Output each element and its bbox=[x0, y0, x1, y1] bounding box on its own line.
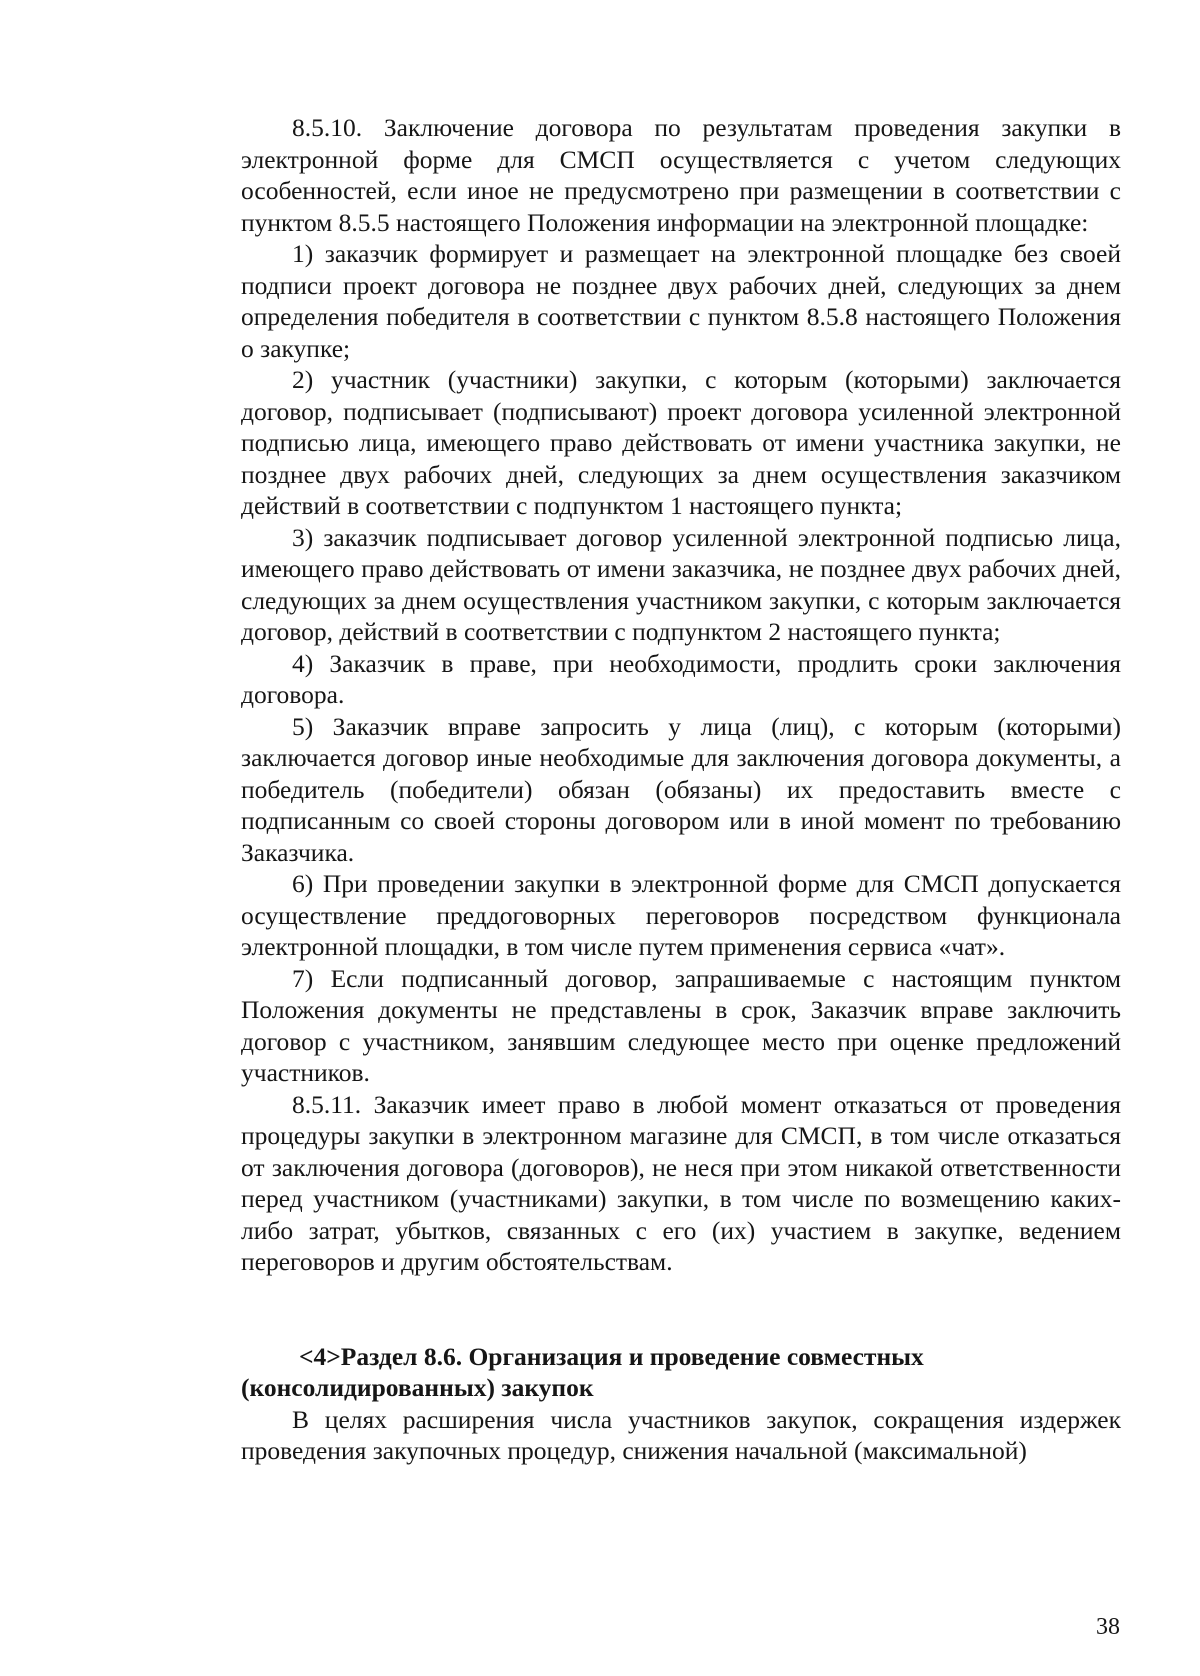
list-item-6: 6) При проведении закупки в электронной форме для СМСП допускается осуществление преддоговорных переговоров посредством функционала электронной площадки, в том числе путем применения сервиса «чат». bbox=[241, 869, 1121, 961]
list-item-7: 7) Если подписанный договор, запрашиваемые с настоящим пунктом Положения документы не представлены в срок, Заказчик вправе заключить договор с участником, занявшим следующее место при оценке предложений участников. bbox=[241, 963, 1121, 1087]
list-item-5: 5) Заказчик вправе запросить у лица (лиц), с которым (которыми) заключается договор иные необходимые для заключения договора документы, а победитель (победители) обязан (обязаны) их предоставить вместе с подписанным со своей стороны договором или в иной момент по требованию Заказчика. bbox=[241, 711, 1121, 867]
list-item-1: 1) заказчик формирует и размещает на электронной площадке без своей подписи проект договора не позднее двух рабочих дней, следующих за днем определения победителя в соответствии с пунктом 8.5.8 настоящего Положения о закупке; bbox=[241, 239, 1121, 363]
paragraph-8-5-11: 8.5.11. Заказчик имеет право в любой момент отказаться от проведения процедуры закупки в электронном магазине для СМСП, в том числе отказаться от заключения договора (договоров), не неся при этом никакой ответственности перед участником (участниками) закупки, в том числе по возмещению каких-либо затрат, убытков, связанных с его (их) участием в закупке, ведением переговоров и другим обстоятельствам. bbox=[241, 1089, 1121, 1276]
paragraph-section-8-6-intro: В целях расширения числа участников закупок, сокращения издержек проведения закупочных процедур, снижения начальной (максимальной) bbox=[241, 1404, 1121, 1465]
list-item-3: 3) заказчик подписывает договор усиленной электронной подписью лица, имеющего право действовать от имени заказчика, не позднее двух рабочих дней, следующих за днем осуществления участником закупки, с которым заключается договор, действий в соответствии с подпунктом 2 настоящего пункта; bbox=[241, 522, 1121, 646]
list-item-4: 4) Заказчик в праве, при необходимости, продлить сроки заключения договора. bbox=[241, 648, 1121, 709]
page-number: 38 bbox=[1096, 1614, 1120, 1640]
document-body bbox=[241, 112, 1121, 1467]
paragraph-8-5-10: 8.5.10. Заключение договора по результатам проведения закупки в электронной форме для СМСП осуществляется с учетом следующих особенностей, если иное не предусмотрено при размещении в соответствии с пунктом 8.5.5 настоящего Положения информации на электронной площадке: bbox=[241, 113, 1121, 237]
section-heading: <4>Раздел 8.6. Организация и проведение совместных (консолидированных) закупок bbox=[241, 1341, 924, 1402]
list-item-2: 2) участник (участники) закупки, с которым (которыми) заключается договор, подписывает (подписывают) проект договора усиленной электронной подписью лица, имеющего право действовать от имени участника закупки, не позднее двух рабочих дней, следующих за днем осуществления заказчиком действий в соответствии с подпунктом 1 настоящего пункта; bbox=[241, 365, 1121, 520]
